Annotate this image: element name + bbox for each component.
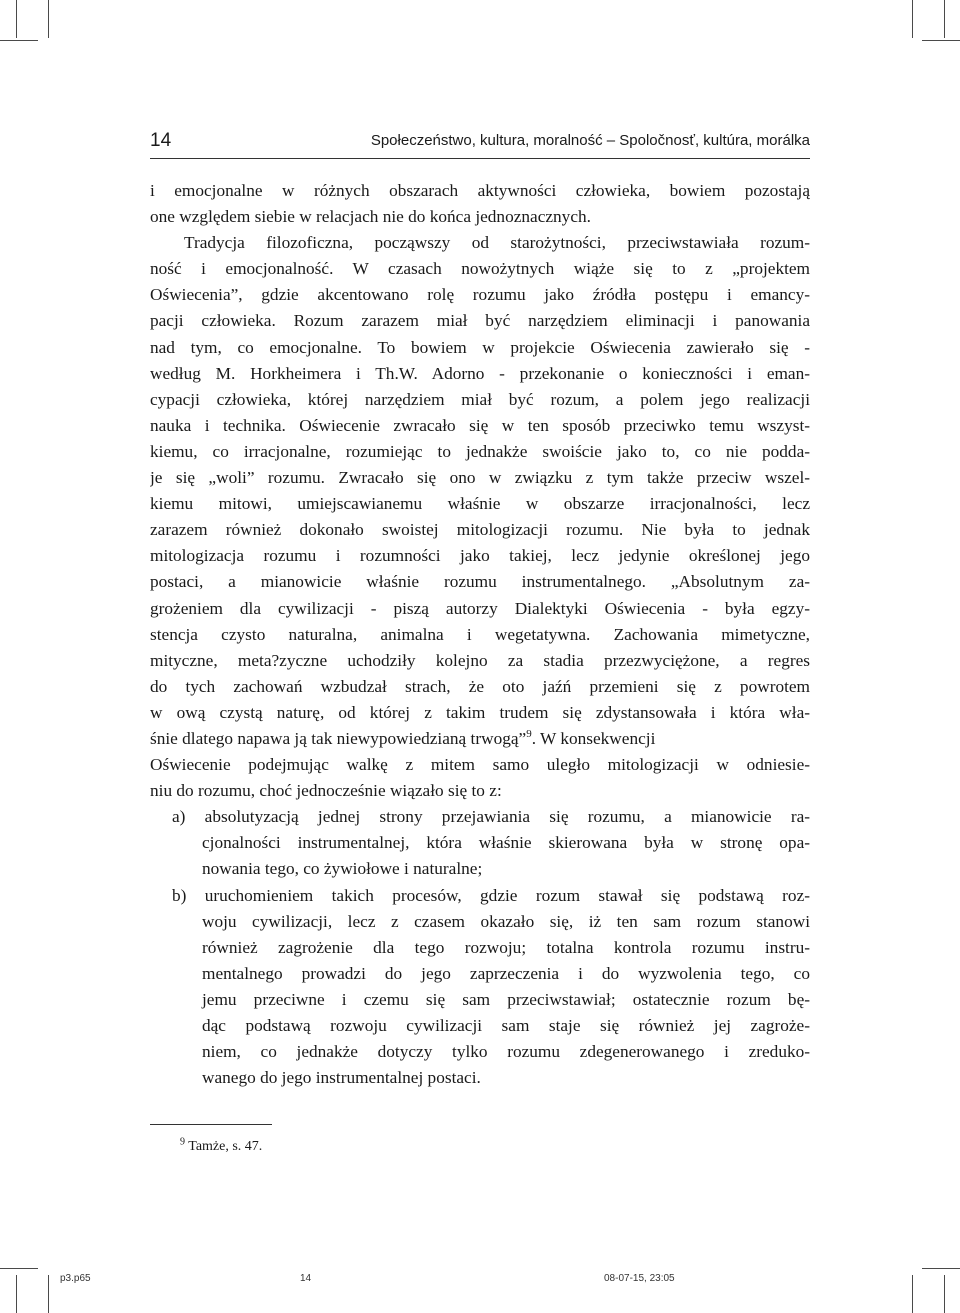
- text-line: kiemu mitowi, umiejscawianemu właśnie w obszarze irracjonalności, lecz: [150, 494, 810, 514]
- crop-mark: [16, 0, 17, 38]
- page-header: [150, 127, 810, 157]
- text-line: grożeniem dla cywilizacji - piszą autorzy Dialektyki Oświecenia - była egzy-: [150, 598, 810, 618]
- text-line: kiemu, co irracjonalne, rozumiejąc to jednakże swoiście jako to, co nie podda-: [150, 441, 810, 461]
- crop-mark: [0, 1268, 38, 1269]
- text-line: śnie dlatego napawa ją tak niewypowiedzianą trwogą”: [150, 728, 527, 748]
- list-item-a-cont: cjonalności instrumentalnej, która właśnie skierowana była w stronę opa-: [202, 833, 810, 853]
- list-item-b-cont: dąc podstawą rozwoju cywilizacji sam staje się również jej zagroże-: [202, 1016, 810, 1035]
- text-line: do tych zachowań wzbudzał strach, że oto jaźń przemieni się z powrotem: [150, 676, 810, 696]
- page-number: 14: [150, 130, 172, 151]
- text-line: Tradycja filozoficzna, począwszy od starożytności, przeciwstawiała rozum-: [184, 233, 810, 253]
- text-line: zarazem również dokonało swoistej mitologizacji rozumu. Nie była to jednak: [150, 520, 810, 540]
- slug-timestamp: 08-07-15, 23:05: [604, 1273, 675, 1284]
- list-item-b-cont: wanego do jego instrumentalnej postaci.: [202, 1068, 481, 1088]
- list-item-b-cont: jemu przeciwne i czemu się sam przeciwstawiał; ostatecznie rozum bę-: [202, 989, 810, 1009]
- list-item-b-cont: niem, co jednakże dotyczy tylko rozumu zdegenerowanego i zreduko-: [202, 1042, 810, 1062]
- running-title: Społeczeństwo, kultura, moralność – Spoločnosť, kultúra, morálka: [370, 132, 810, 149]
- text-line: stencja czysto naturalna, animalna i wegetatywna. Zachowania mimetyczne,: [150, 624, 810, 644]
- text-line: pacji człowieka. Rozum zarazem miał być narzędziem eliminacji i panowania: [150, 311, 810, 331]
- slug-page: 14: [300, 1273, 312, 1284]
- header-rule: [150, 158, 810, 159]
- crop-mark: [944, 0, 945, 38]
- crop-mark: [16, 1275, 17, 1313]
- text-line: w ową czystą naturę, od której z takim trudem się zdystansowała i która wła-: [150, 702, 810, 722]
- text-line-tail: . W konsekwencji: [531, 728, 656, 748]
- list-item-b-cont: woju cywilizacji, lecz z czasem okazało się, iż ten sam rozum stanowi: [202, 911, 810, 931]
- footnote-number: 9: [180, 1136, 185, 1148]
- footnote: [180, 1136, 262, 1158]
- text-line: cypacji człowieka, której narzędziem miał być rozum, a polem jego realizacji: [150, 389, 810, 409]
- body-text: [150, 178, 810, 1091]
- text-line: Oświecenie podejmując walkę z mitem samo uległo mitologizacji w odniesie-: [150, 755, 810, 775]
- text-line: Oświecenia”, gdzie akcentowano rolę rozumu jako źródła postępu i emancy-: [150, 285, 810, 305]
- text-line: niu do rozumu, choć jednocześnie wiązało się to z:: [150, 781, 502, 801]
- crop-mark: [48, 0, 49, 38]
- text-line: one względem siebie w relacjach nie do końca jednoznacznych.: [150, 207, 591, 227]
- text-line: postaci, a mianowicie właśnie rozumu instrumentalnego. „Absolutnym za-: [150, 572, 810, 592]
- list-item-a: a) absolutyzacją jednej strony przejawiania się rozumu, a mianowicie ra-: [172, 807, 810, 827]
- footnote-text: Tamże, s. 47.: [188, 1139, 263, 1154]
- text-line: je się „woli” rozumu. Zwracało się ono w związku z tym także przeciw wszel-: [150, 468, 810, 488]
- crop-mark: [0, 40, 38, 41]
- slug-file: p3.p65: [60, 1273, 91, 1284]
- list-item-a-cont: nowania tego, co żywiołowe i naturalne;: [202, 859, 483, 879]
- footnote-rule: [150, 1124, 272, 1125]
- crop-mark: [944, 1275, 945, 1313]
- crop-mark: [922, 1268, 960, 1269]
- text-line: nad tym, co emocjonalne. To bowiem w projekcie Oświecenia zawierało się -: [150, 337, 810, 357]
- crop-mark: [48, 1275, 49, 1313]
- footnote-reference[interactable]: 9: [526, 728, 532, 741]
- text-line: mitologizacja rozumu i rozumności jako takiej, lecz jedynie określonej jego: [150, 546, 810, 566]
- list-item-b-cont: mentalnego prowadzi do jego zaprzeczenia i do wyzwolenia tego, co: [202, 963, 810, 983]
- crop-mark: [912, 1275, 913, 1313]
- text-line: nauka i technika. Oświecenie zwracało się w ten sposób przeciwko temu wszyst-: [150, 415, 810, 435]
- text-line: ność i emocjonalność. W czasach nowożytnych wiąże się to z „projektem: [150, 259, 810, 279]
- text-line: mityczne, meta?zyczne uchodziły kolejno za stadia przezwyciężone, a regres: [150, 650, 810, 670]
- text-line: według M. Horkheimera i Th.W. Adorno - przekonanie o konieczności i eman-: [150, 363, 810, 383]
- text-line-with-footnote: [150, 726, 810, 752]
- list-item-b: b) uruchomieniem takich procesów, gdzie rozum stawał się podstawą roz-: [172, 885, 810, 905]
- crop-mark: [912, 0, 913, 38]
- crop-mark: [922, 40, 960, 41]
- text-line: i emocjonalne w różnych obszarach aktywności człowieka, bowiem pozostają: [150, 181, 810, 200]
- list-item-b-cont: również zagrożenie dla tego rozwoju; totalna kontrola rozumu instru-: [202, 937, 810, 957]
